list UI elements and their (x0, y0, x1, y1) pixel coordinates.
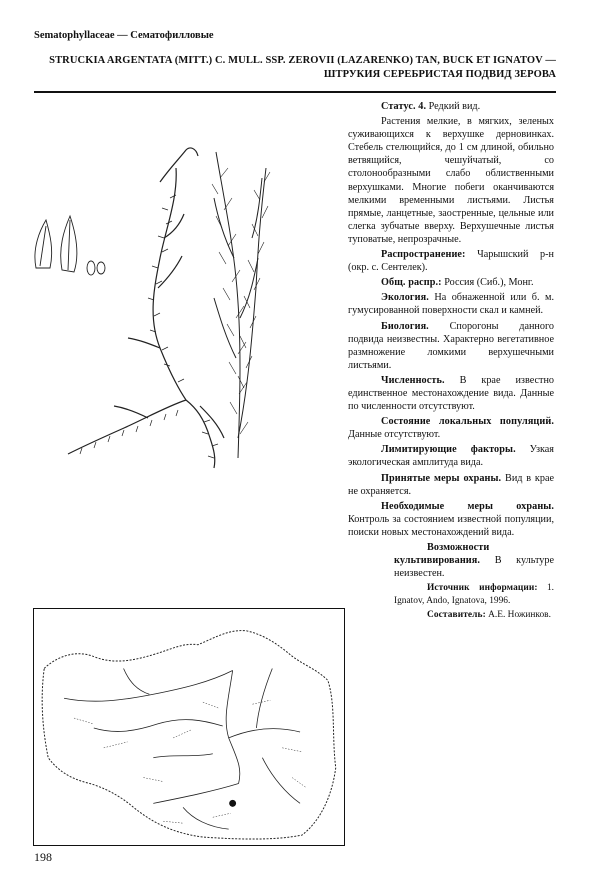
running-head: Sematophyllaceae — Сематофилловые (34, 30, 214, 41)
ecology-paragraph (348, 291, 554, 317)
biology-label: Биология. (381, 320, 429, 332)
abundance-label: Численность. (381, 374, 445, 386)
locality-marker (229, 800, 236, 807)
sources-text: 1. Ignatov, Ando, Ignatova, 1996. (394, 583, 554, 606)
distribution-map (33, 608, 345, 846)
general-distribution-paragraph (348, 276, 554, 289)
abundance-text: В крае известно единственное местонахождение вида. Данные по численности отсутствуют. (348, 374, 554, 413)
protection-needed-paragraph (348, 500, 554, 539)
protection-taken-text: Вид в крае не охраняется. (348, 472, 554, 497)
protection-needed-label: Необходимые меры охраны. (381, 500, 554, 512)
protection-needed-text: Контроль за состоянием известной популяции, поиски новых местонахождений вида. (348, 513, 554, 538)
status-paragraph (348, 100, 554, 113)
protection-taken-label: Принятые меры охраны. (381, 472, 502, 484)
status-label: Статус. 4. (381, 101, 427, 112)
region-boundary (42, 631, 336, 839)
rivers (64, 668, 300, 829)
header-rule (34, 91, 556, 93)
sources-paragraph (394, 582, 554, 607)
general-distribution-text: Россия (Сиб.), Монг. (441, 277, 534, 289)
compiler-label: Составитель: (427, 610, 486, 621)
creeping-stem (68, 148, 224, 468)
description-paragraph: Растения мелкие, в мягких, зеленых суживающихся к верхушке дерновинках. Стебель стелющийся, до 1 см длиной, обильно ветвящийся, чешуйчатый, со столонообразными слабо облиственными верхушками. Многие побеги оканчиваются мелкими временными листьями. Листья прямые, ланцетные, заостренные, цельные или слегка зубчатые вверху. Верхушечные листья туповатые, непрозрачные. (348, 116, 554, 245)
limiting-factors-label: Лимитирующие факторы. (381, 444, 516, 456)
leafy-shoot (214, 152, 266, 458)
biology-paragraph (348, 320, 554, 372)
biology-text: Спорогоны данного подвида неизвестны. Характерно вегетативное размножение ломкими верхушечными листьями. (348, 320, 554, 371)
abundance-paragraph (348, 374, 554, 413)
local-populations-label: Состояние локальных популяций. (381, 416, 554, 428)
species-text (348, 100, 554, 624)
moss-illustration (28, 138, 348, 473)
cultivation-text: В культуре неизвестен. (394, 555, 554, 580)
sources-label: Источник информации: (427, 583, 538, 594)
page-number: 198 (34, 850, 52, 864)
lower-notes (394, 541, 554, 622)
ecology-text: На обнаженной или б. м. гумусированной поверхности скал и камней. (348, 292, 554, 317)
leaf-details (35, 216, 105, 275)
limiting-factors-text: Узкая экологическая амплитуда вида. (348, 444, 554, 469)
stem-leaflets (80, 195, 218, 458)
distribution-paragraph (348, 248, 554, 274)
protection-taken-paragraph (348, 472, 554, 498)
compiler-paragraph (394, 609, 554, 622)
limiting-factors-paragraph (348, 443, 554, 469)
general-distribution-label: Общ. распр.: (381, 277, 442, 289)
title-russian: ШТРУКИЯ СЕРЕБРИСТАЯ ПОДВИД ЗЕРОВА (323, 69, 556, 80)
distribution-label: Распространение: (381, 249, 466, 261)
local-populations-text: Данные отсутствуют. (348, 429, 441, 441)
status-text: Редкий вид. (426, 101, 481, 112)
species-title (34, 54, 556, 82)
distribution-text: Чарышский р-н (окр. с. Сентелек). (348, 249, 554, 274)
cultivation-paragraph (394, 541, 554, 580)
title-latin: STRUCKIA ARGENTATA (MITT.) C. MULL. SSP. ZEROVII (LAZARENKO) TAN, BUCK ET IGNATOV — (49, 55, 556, 66)
minor-streams (74, 700, 306, 823)
local-populations-paragraph (348, 415, 554, 441)
cultivation-label: Возможности культивирования. (394, 542, 490, 567)
ecology-label: Экология. (381, 292, 429, 304)
compiler-text: А.Е. Ножинков. (485, 610, 551, 621)
